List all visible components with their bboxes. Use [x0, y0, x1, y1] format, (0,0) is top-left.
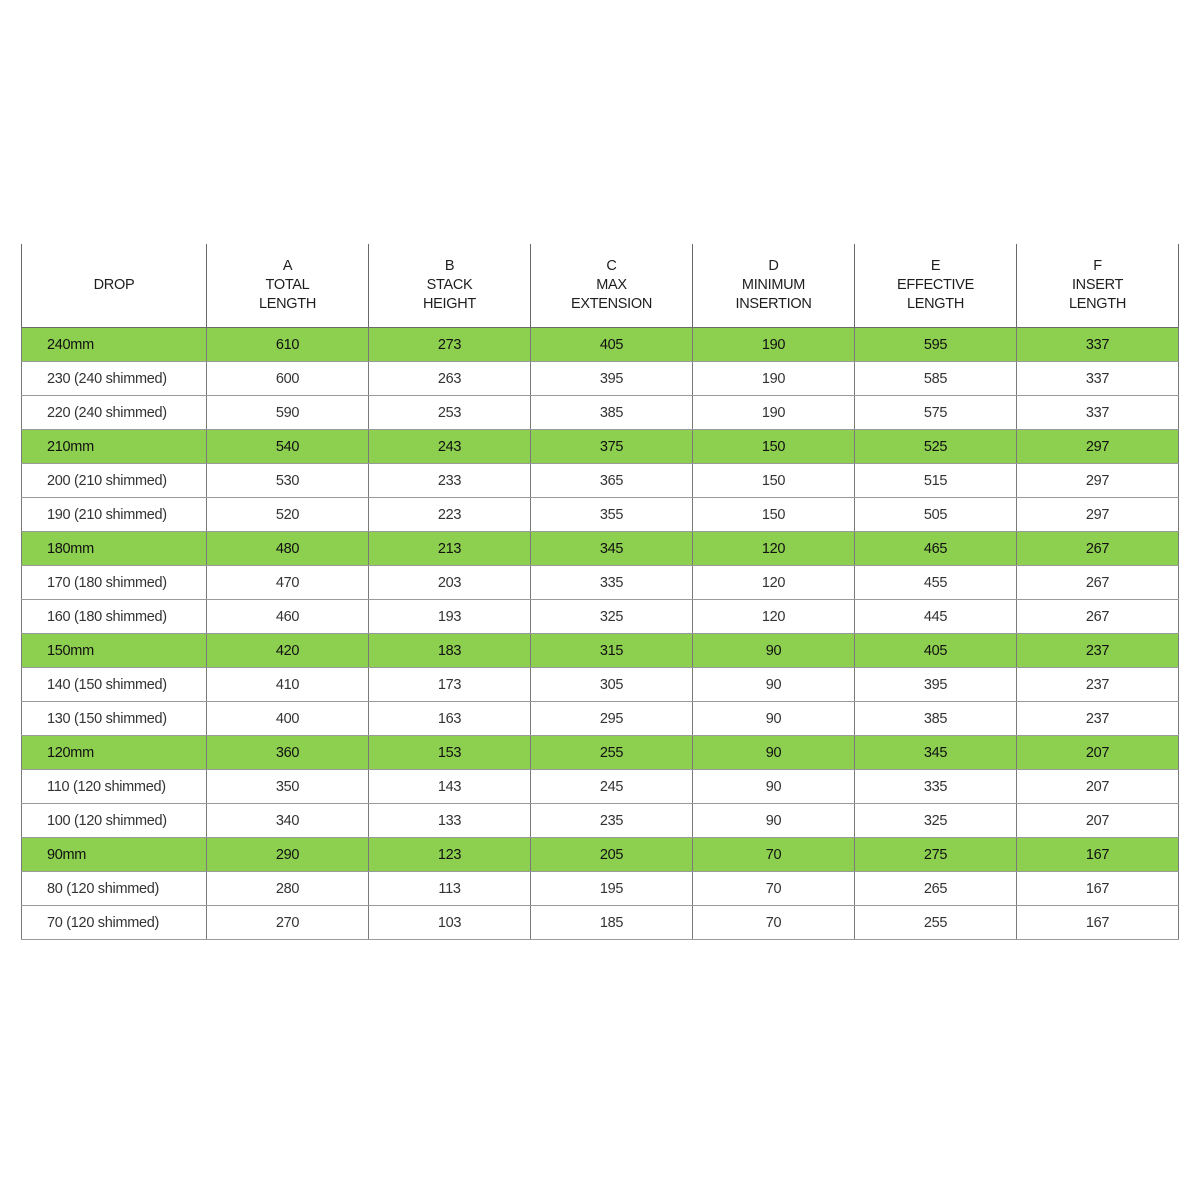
value-cell-insert-length: 207 — [1017, 804, 1179, 838]
value-cell-total-length: 290 — [207, 838, 369, 872]
table-row-highlighted — [22, 634, 1179, 668]
value-cell-effective-length: 275 — [855, 838, 1017, 872]
value-cell-stack-height: 133 — [369, 804, 531, 838]
value-cell-minimum-insertion: 120 — [693, 566, 855, 600]
value-cell-total-length: 270 — [207, 906, 369, 940]
drop-cell: 100 (120 shimmed) — [22, 804, 207, 838]
header-letter: C — [606, 258, 617, 274]
value-cell-max-extension: 375 — [531, 430, 693, 464]
value-cell-effective-length: 405 — [855, 634, 1017, 668]
value-cell-insert-length: 337 — [1017, 396, 1179, 430]
header-line1: STACK — [426, 277, 473, 293]
value-cell-effective-length: 455 — [855, 566, 1017, 600]
drop-cell: 240mm — [22, 328, 207, 362]
value-cell-total-length: 410 — [207, 668, 369, 702]
value-cell-max-extension: 295 — [531, 702, 693, 736]
value-cell-stack-height: 103 — [369, 906, 531, 940]
value-cell-effective-length: 325 — [855, 804, 1017, 838]
header-line1: TOTAL — [265, 277, 310, 293]
table-header — [22, 244, 1179, 328]
column-header-effective-length — [855, 244, 1017, 328]
value-cell-total-length: 400 — [207, 702, 369, 736]
value-cell-insert-length: 267 — [1017, 566, 1179, 600]
value-cell-max-extension: 305 — [531, 668, 693, 702]
column-header-max-extension — [531, 244, 693, 328]
value-cell-max-extension: 335 — [531, 566, 693, 600]
value-cell-stack-height: 123 — [369, 838, 531, 872]
value-cell-stack-height: 163 — [369, 702, 531, 736]
value-cell-insert-length: 267 — [1017, 600, 1179, 634]
value-cell-minimum-insertion: 190 — [693, 396, 855, 430]
value-cell-effective-length: 595 — [855, 328, 1017, 362]
value-cell-minimum-insertion: 120 — [693, 600, 855, 634]
table-row — [22, 498, 1179, 532]
header-line2: LENGTH — [1068, 296, 1126, 312]
value-cell-minimum-insertion: 90 — [693, 634, 855, 668]
drop-cell: 200 (210 shimmed) — [22, 464, 207, 498]
value-cell-total-length: 600 — [207, 362, 369, 396]
value-cell-max-extension: 195 — [531, 872, 693, 906]
value-cell-stack-height: 183 — [369, 634, 531, 668]
drop-cell: 80 (120 shimmed) — [22, 872, 207, 906]
value-cell-max-extension: 385 — [531, 396, 693, 430]
table-row-highlighted — [22, 328, 1179, 362]
value-cell-stack-height: 223 — [369, 498, 531, 532]
value-cell-stack-height: 173 — [369, 668, 531, 702]
header-line2: LENGTH — [258, 296, 316, 312]
dropper-post-size-chart — [21, 244, 1179, 940]
value-cell-insert-length: 237 — [1017, 702, 1179, 736]
table-row — [22, 464, 1179, 498]
value-cell-max-extension: 345 — [531, 532, 693, 566]
table-row — [22, 804, 1179, 838]
value-cell-effective-length: 265 — [855, 872, 1017, 906]
value-cell-total-length: 460 — [207, 600, 369, 634]
drop-cell: 120mm — [22, 736, 207, 770]
value-cell-max-extension: 245 — [531, 770, 693, 804]
value-cell-total-length: 340 — [207, 804, 369, 838]
value-cell-max-extension: 405 — [531, 328, 693, 362]
value-cell-max-extension: 235 — [531, 804, 693, 838]
table-row-highlighted — [22, 736, 1179, 770]
value-cell-total-length: 520 — [207, 498, 369, 532]
drop-cell: 220 (240 shimmed) — [22, 396, 207, 430]
value-cell-stack-height: 213 — [369, 532, 531, 566]
table-row — [22, 362, 1179, 396]
table-row — [22, 906, 1179, 940]
value-cell-effective-length: 505 — [855, 498, 1017, 532]
drop-cell: 180mm — [22, 532, 207, 566]
value-cell-effective-length: 255 — [855, 906, 1017, 940]
value-cell-effective-length: 335 — [855, 770, 1017, 804]
value-cell-stack-height: 253 — [369, 396, 531, 430]
drop-cell: 190 (210 shimmed) — [22, 498, 207, 532]
value-cell-insert-length: 337 — [1017, 328, 1179, 362]
value-cell-effective-length: 585 — [855, 362, 1017, 396]
value-cell-total-length: 590 — [207, 396, 369, 430]
value-cell-effective-length: 465 — [855, 532, 1017, 566]
header-line1: INSERT — [1071, 277, 1124, 293]
value-cell-minimum-insertion: 90 — [693, 804, 855, 838]
value-cell-insert-length: 297 — [1017, 430, 1179, 464]
value-cell-effective-length: 385 — [855, 702, 1017, 736]
value-cell-insert-length: 167 — [1017, 838, 1179, 872]
value-cell-insert-length: 167 — [1017, 872, 1179, 906]
value-cell-max-extension: 185 — [531, 906, 693, 940]
value-cell-insert-length: 297 — [1017, 464, 1179, 498]
value-cell-total-length: 610 — [207, 328, 369, 362]
value-cell-total-length: 540 — [207, 430, 369, 464]
value-cell-minimum-insertion: 90 — [693, 702, 855, 736]
value-cell-insert-length: 207 — [1017, 736, 1179, 770]
value-cell-stack-height: 143 — [369, 770, 531, 804]
value-cell-minimum-insertion: 190 — [693, 328, 855, 362]
value-cell-insert-length: 207 — [1017, 770, 1179, 804]
value-cell-total-length: 470 — [207, 566, 369, 600]
value-cell-max-extension: 395 — [531, 362, 693, 396]
value-cell-effective-length: 575 — [855, 396, 1017, 430]
value-cell-stack-height: 203 — [369, 566, 531, 600]
size-chart-table-container — [21, 244, 1179, 940]
value-cell-insert-length: 337 — [1017, 362, 1179, 396]
drop-cell: 90mm — [22, 838, 207, 872]
drop-cell: 230 (240 shimmed) — [22, 362, 207, 396]
table-row-highlighted — [22, 838, 1179, 872]
table-row — [22, 668, 1179, 702]
value-cell-total-length: 280 — [207, 872, 369, 906]
value-cell-minimum-insertion: 70 — [693, 872, 855, 906]
header-row — [22, 244, 1179, 328]
column-header-stack-height — [369, 244, 531, 328]
table-row — [22, 600, 1179, 634]
table-row-highlighted — [22, 532, 1179, 566]
value-cell-stack-height: 273 — [369, 328, 531, 362]
value-cell-effective-length: 525 — [855, 430, 1017, 464]
value-cell-effective-length: 445 — [855, 600, 1017, 634]
value-cell-insert-length: 237 — [1017, 668, 1179, 702]
value-cell-effective-length: 515 — [855, 464, 1017, 498]
value-cell-minimum-insertion: 70 — [693, 906, 855, 940]
value-cell-minimum-insertion: 150 — [693, 430, 855, 464]
value-cell-minimum-insertion: 150 — [693, 464, 855, 498]
column-header-total-length — [207, 244, 369, 328]
value-cell-insert-length: 297 — [1017, 498, 1179, 532]
header-line1: DROP — [93, 277, 135, 293]
header-line1: MAX — [596, 277, 627, 293]
header-line2: HEIGHT — [423, 296, 476, 312]
value-cell-effective-length: 345 — [855, 736, 1017, 770]
header-letter: F — [1093, 258, 1102, 274]
value-cell-max-extension: 365 — [531, 464, 693, 498]
column-header-minimum-insertion — [693, 244, 855, 328]
drop-cell: 210mm — [22, 430, 207, 464]
drop-cell: 140 (150 shimmed) — [22, 668, 207, 702]
value-cell-max-extension: 255 — [531, 736, 693, 770]
value-cell-minimum-insertion: 120 — [693, 532, 855, 566]
column-header-drop — [22, 244, 207, 328]
value-cell-insert-length: 167 — [1017, 906, 1179, 940]
header-letter: D — [768, 258, 779, 274]
value-cell-stack-height: 153 — [369, 736, 531, 770]
value-cell-total-length: 480 — [207, 532, 369, 566]
value-cell-effective-length: 395 — [855, 668, 1017, 702]
value-cell-max-extension: 355 — [531, 498, 693, 532]
value-cell-insert-length: 267 — [1017, 532, 1179, 566]
header-line2: LENGTH — [906, 296, 964, 312]
value-cell-total-length: 350 — [207, 770, 369, 804]
header-letter: E — [930, 258, 941, 274]
value-cell-total-length: 420 — [207, 634, 369, 668]
drop-cell: 160 (180 shimmed) — [22, 600, 207, 634]
value-cell-minimum-insertion: 90 — [693, 668, 855, 702]
drop-cell: 130 (150 shimmed) — [22, 702, 207, 736]
header-line2: INSERTION — [735, 296, 812, 312]
table-row — [22, 770, 1179, 804]
value-cell-stack-height: 193 — [369, 600, 531, 634]
header-line1: EFFECTIVE — [896, 277, 975, 293]
value-cell-minimum-insertion: 70 — [693, 838, 855, 872]
table-body — [22, 328, 1179, 940]
value-cell-stack-height: 113 — [369, 872, 531, 906]
value-cell-max-extension: 205 — [531, 838, 693, 872]
value-cell-total-length: 530 — [207, 464, 369, 498]
table-row-highlighted — [22, 430, 1179, 464]
drop-cell: 110 (120 shimmed) — [22, 770, 207, 804]
value-cell-stack-height: 263 — [369, 362, 531, 396]
value-cell-insert-length: 237 — [1017, 634, 1179, 668]
value-cell-minimum-insertion: 150 — [693, 498, 855, 532]
value-cell-stack-height: 243 — [369, 430, 531, 464]
value-cell-stack-height: 233 — [369, 464, 531, 498]
table-row — [22, 396, 1179, 430]
drop-cell: 150mm — [22, 634, 207, 668]
drop-cell: 170 (180 shimmed) — [22, 566, 207, 600]
drop-cell: 70 (120 shimmed) — [22, 906, 207, 940]
value-cell-minimum-insertion: 90 — [693, 736, 855, 770]
table-row — [22, 566, 1179, 600]
value-cell-max-extension: 315 — [531, 634, 693, 668]
table-row — [22, 702, 1179, 736]
value-cell-max-extension: 325 — [531, 600, 693, 634]
value-cell-minimum-insertion: 190 — [693, 362, 855, 396]
header-line2: EXTENSION — [570, 296, 653, 312]
column-header-insert-length — [1017, 244, 1179, 328]
table-row — [22, 872, 1179, 906]
header-letter: A — [282, 258, 293, 274]
header-line1: MINIMUM — [741, 277, 806, 293]
header-letter: B — [444, 258, 455, 274]
value-cell-minimum-insertion: 90 — [693, 770, 855, 804]
value-cell-total-length: 360 — [207, 736, 369, 770]
